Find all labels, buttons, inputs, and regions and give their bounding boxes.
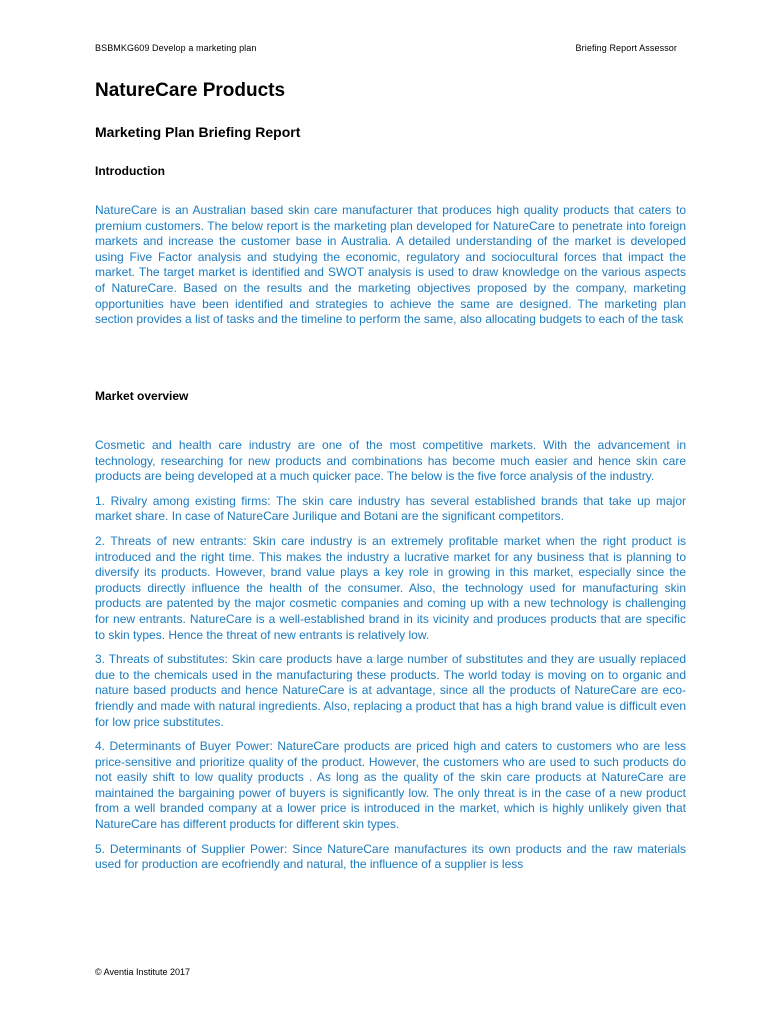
document-title: NatureCare Products xyxy=(95,80,286,101)
introduction-paragraph: NatureCare is an Australian based skin care manufacturer that produces high quality products that caters to premium customers. The below report is the marketing plan developed for NatureCare to penetrate into foreign markets and increase the customer base in Australia. A detailed understanding of the market is developed using Five Factor analysis and studying the economic, regulatory and sociocultural forces that impact the market. The target market is identified and SWOT analysis is used to draw knowledge on the various aspects of NatureCare. Based on the results and the marketing objectives proposed by the company, marketing opportunities have been identified and strategies to achieve the same are designed. The marketing plan section provides a list of tasks and the timeline to perform the same, also allocating budgets to each of the task xyxy=(95,203,686,327)
market-overview-paragraph: Cosmetic and health care industry are one of the most competitive markets. With the advancement in technology, researching for new products and combinations has become much easier and hence skin care products are being developed at a much quicker pace. The below is the five force analysis of the industry. xyxy=(95,438,686,484)
market-overview-paragraph: 3. Threats of substitutes: Skin care products have a large number of substitutes and they are usually replaced due to the chemicals used in the manufacturing these products. The world today is moving on to organic and nature based products and hence NatureCare is at advantage, since all the products of NatureCare are eco-friendly and made with natural ingredients. Also, replacing a product that has a high brand value is difficult even for low price substitutes. xyxy=(95,652,686,729)
document-subtitle: Marketing Plan Briefing Report xyxy=(95,124,301,140)
market-overview-heading: Market overview xyxy=(95,389,189,403)
market-overview-section xyxy=(95,438,686,882)
market-overview-paragraph: 5. Determinants of Supplier Power: Since NatureCare manufactures its own products and the raw materials used for production are ecofriendly and natural, the influence of a supplier is less xyxy=(95,841,686,872)
market-overview-paragraph: 1. Rivalry among existing firms: The skin care industry has several established brands that take up major market share. In case of NatureCare Jurilique and Botani are the significant competitors. xyxy=(95,493,686,524)
introduction-section xyxy=(95,203,686,328)
market-overview-paragraph: 4. Determinants of Buyer Power: NatureCare products are priced high and caters to customers who are less price-sensitive and prioritize quality of the product. However, the customers who are used to such products do not easily shift to low quality products . As long as the quality of the skin care products at NatureCare are maintained the bargaining power of buyers is significantly low. The only threat is in the case of a new product from a well branded company at a lower price is introduced in the market, which is highly unlikely given that NatureCare has different products for different skin types. xyxy=(95,739,686,832)
copyright-footer: © Aventia Institute 2017 xyxy=(95,967,191,977)
market-overview-paragraph: 2. Threats of new entrants: Skin care industry is an extremely profitable market when the right product is introduced and the right time. This makes the industry a lucrative market for any business that is planning to diversify its products. However, brand value plays a key role in growing in this market, especially since the products directly influence the health of the consumer. Also, the technology used for manufacturing skin products are patented by the major cosmetic companies and coming up with a new technology is challenging for new entrants. NatureCare is a well-established brand in its vicinity and produces products that are specific to skin types. Hence the threat of new entrants is relatively low. xyxy=(95,533,686,642)
header-course-code: BSBMKG609 Develop a marketing plan xyxy=(95,43,257,53)
header-report-type: Briefing Report Assessor xyxy=(575,43,677,53)
introduction-heading: Introduction xyxy=(95,164,165,178)
